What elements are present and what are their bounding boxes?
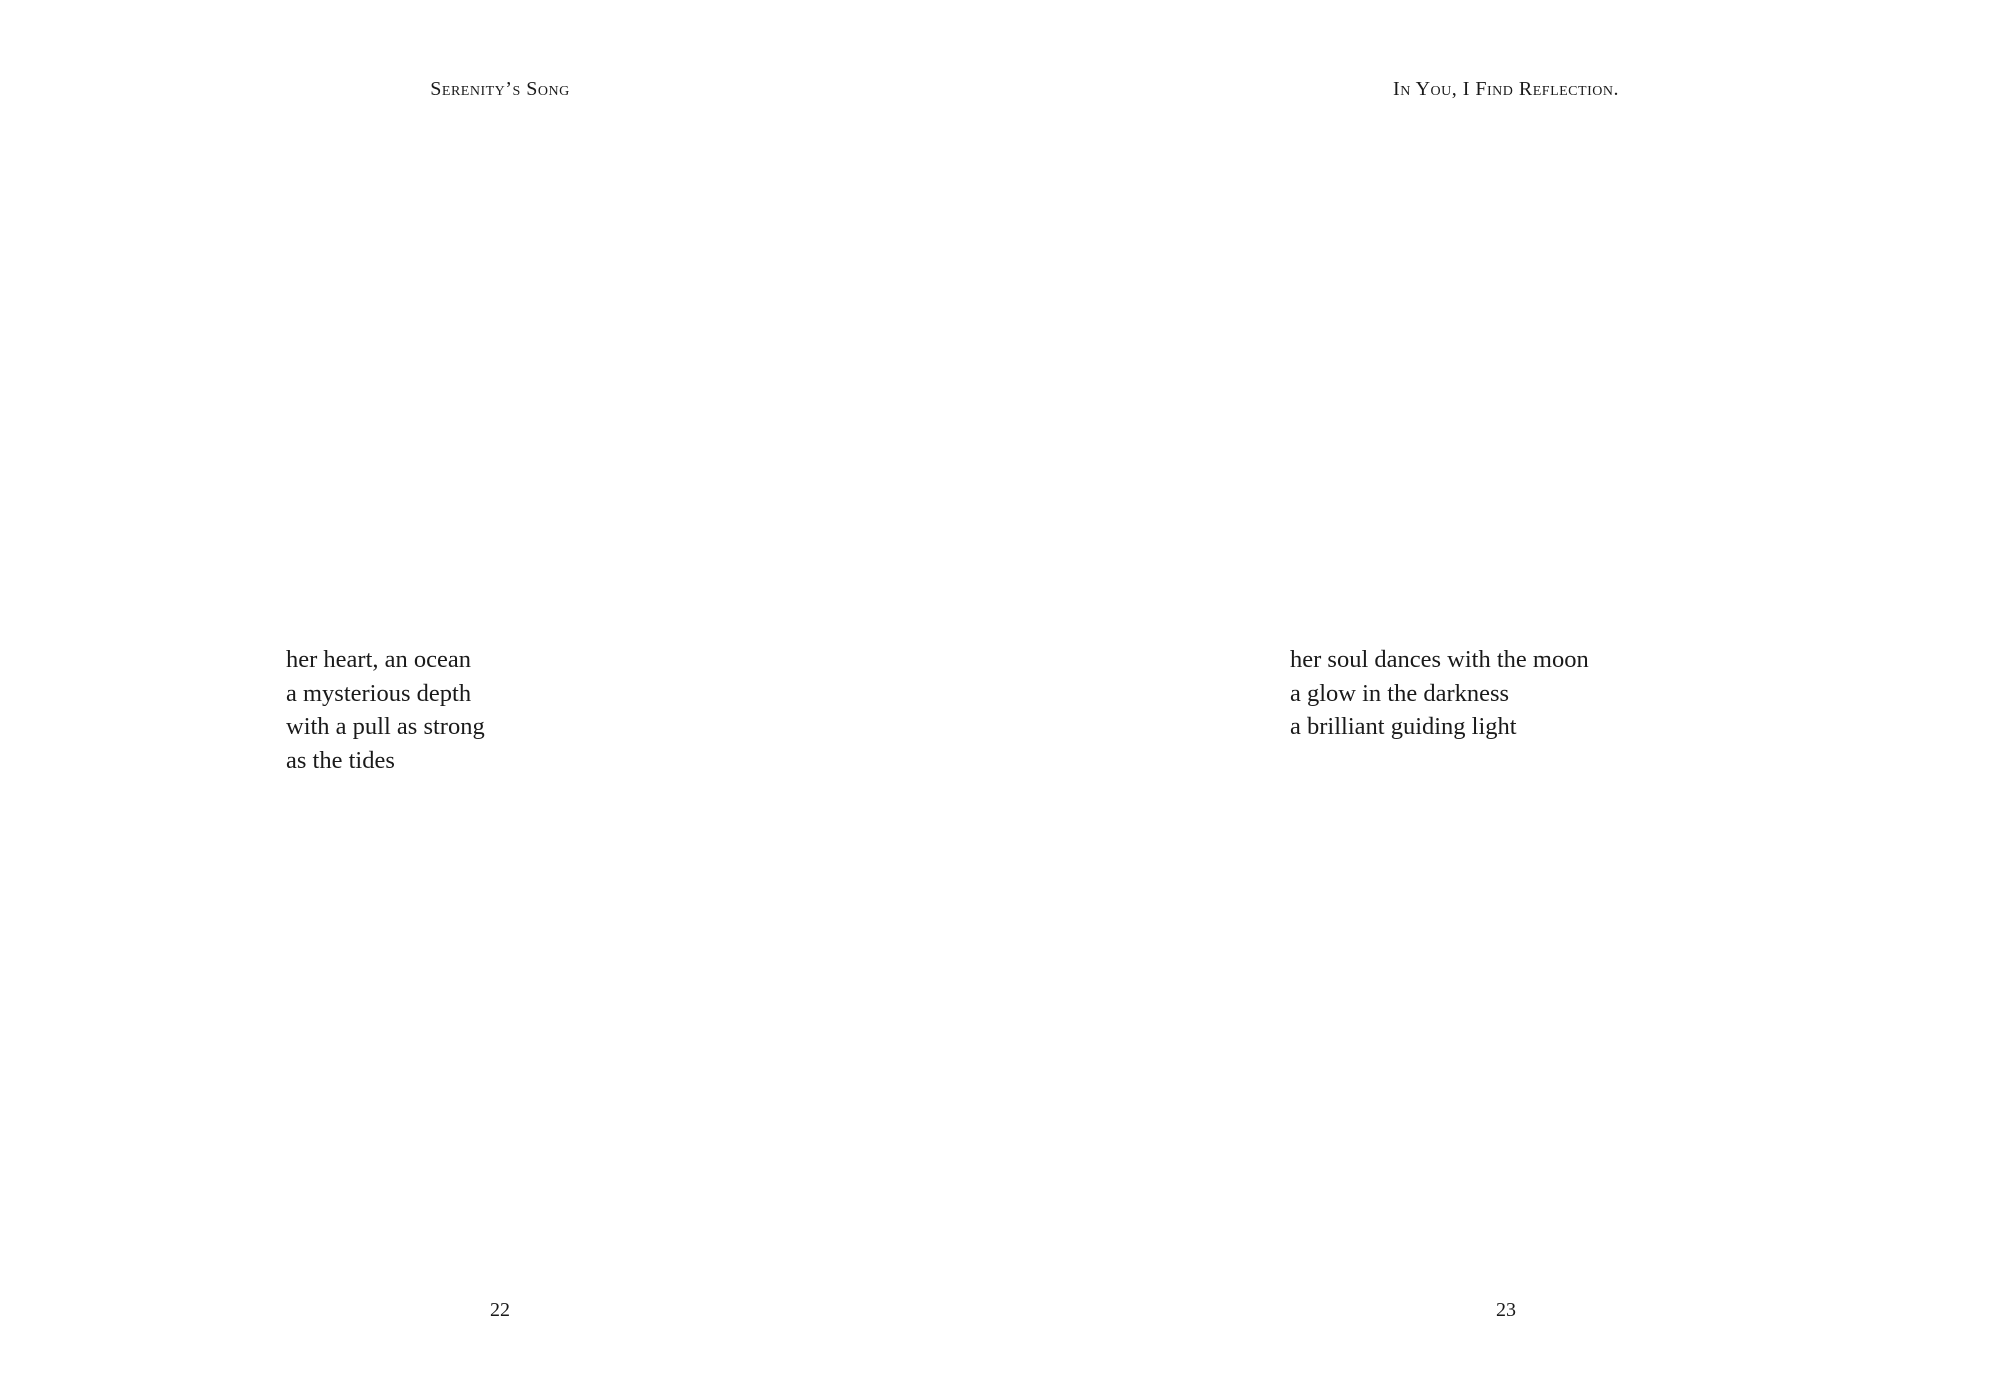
running-head-right: In You, I Find Reflection. — [1393, 78, 1619, 100]
poem-right — [1290, 643, 1589, 744]
poem-line: her heart, an ocean — [286, 646, 471, 673]
right-page — [998, 0, 1996, 1396]
poem-line: with a pull as strong — [286, 713, 485, 740]
poem-line: a glow in the darkness — [1290, 679, 1510, 707]
poem-line: as the tides — [286, 746, 395, 774]
poem-left — [286, 643, 485, 777]
poem-line: her soul dances with the moon — [1290, 646, 1589, 673]
page-number-right: 23 — [1496, 1299, 1516, 1321]
running-head-left: Serenity’s Song — [430, 78, 570, 100]
poem-line: a brilliant guiding light — [1290, 713, 1517, 740]
poem-line: a mysterious depth — [286, 679, 472, 707]
page-number-left: 22 — [490, 1299, 510, 1321]
